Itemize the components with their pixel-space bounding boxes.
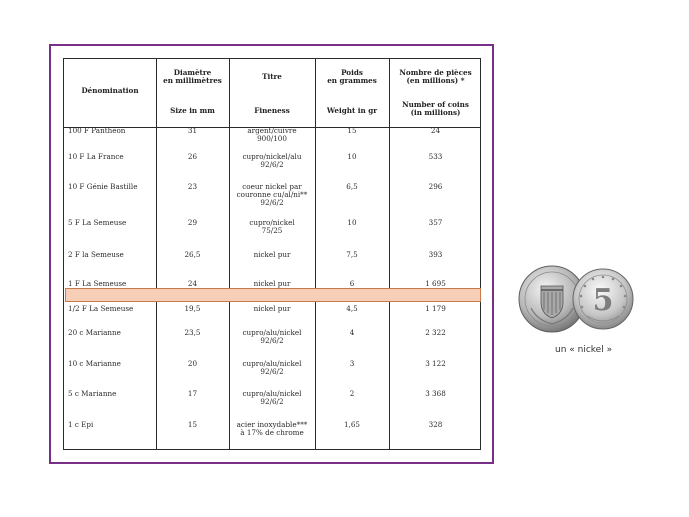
cell-name: 1 c Epi — [68, 420, 94, 429]
cell-fineness: cupro/alu/nickel 92/6/2 — [242, 328, 302, 345]
header-weight: Poids en grammes — [327, 68, 377, 85]
cell-fineness: nickel pur — [253, 304, 291, 313]
cell-size: 20 — [187, 359, 198, 368]
cell-weight: 1,65 — [343, 420, 360, 429]
cell-fineness: cupro/nickel 75/25 — [249, 218, 295, 235]
svg-text:5: 5 — [592, 283, 614, 318]
cell-size: 17 — [187, 389, 198, 398]
cell-weight: 10 — [347, 218, 357, 227]
coin-table — [63, 58, 481, 450]
cell-fineness: cupro/alu/nickel 92/6/2 — [242, 359, 302, 376]
cell-weight: 7,5 — [346, 250, 358, 259]
cell-size: 26,5 — [184, 250, 201, 259]
cell-size: 29 — [187, 218, 198, 227]
cell-count: 296 — [428, 182, 443, 191]
header-title-en: Fineness — [254, 106, 290, 115]
header-title: Titre — [262, 72, 282, 81]
cell-fineness: coeur nickel par couronne cu/al/ni** 92/6/2 — [236, 182, 308, 207]
cell-fineness: nickel pur — [253, 250, 291, 259]
coin-reverse — [573, 269, 633, 329]
cell-fineness: nickel pur — [253, 279, 291, 288]
cell-count: 24 — [430, 126, 441, 135]
cell-count: 533 — [428, 152, 443, 161]
cell-count: 1 179 — [425, 304, 446, 313]
cell-size: 26 — [187, 152, 198, 161]
cell-name: 5 c Marianne — [68, 389, 117, 398]
cell-weight: 10 — [347, 152, 357, 161]
header-count-en: Number of coins (in millions) — [402, 100, 469, 117]
nickel-coins-photo — [517, 262, 635, 336]
cell-size: 24 — [187, 279, 198, 288]
cell-name: 20 c Marianne — [68, 328, 121, 337]
cell-name: 1 F La Semeuse — [68, 279, 127, 288]
cell-size: 31 — [187, 126, 198, 135]
cell-weight: 6,5 — [346, 182, 358, 191]
cell-name: 10 c Marianne — [68, 359, 121, 368]
cell-fineness: argent/cuivre 900/100 — [247, 126, 297, 143]
header-count: Nombre de pièces (en millions) * — [399, 68, 472, 85]
cell-count: 1 695 — [425, 279, 446, 288]
cell-weight: 4,5 — [346, 304, 358, 313]
cell-count: 357 — [428, 218, 443, 227]
header-diameter: Diamètre en millimètres — [163, 68, 222, 85]
cell-weight: 3 — [349, 359, 355, 368]
cell-weight: 15 — [347, 126, 357, 135]
cell-count: 3 368 — [425, 389, 446, 398]
cell-size: 19,5 — [184, 304, 201, 313]
header-weight-en: Weight in gr — [326, 106, 378, 115]
cell-weight: 6 — [349, 279, 355, 288]
cell-size: 23,5 — [184, 328, 201, 337]
header-diameter-en: Size in mm — [170, 106, 215, 115]
header-denomination: Dénomination — [81, 86, 139, 95]
cell-count: 3 122 — [425, 359, 446, 368]
cell-fineness: cupro/alu/nickel 92/6/2 — [242, 389, 302, 406]
coin-caption: un « nickel » — [555, 345, 613, 355]
cell-name: 1/2 F La Semeuse — [68, 304, 134, 313]
cell-size: 23 — [187, 182, 198, 191]
cell-name: 100 F Panthéon — [68, 126, 126, 135]
cell-count: 393 — [428, 250, 443, 259]
cell-count: 2 322 — [425, 328, 446, 337]
cell-fineness: cupro/nickel/alu 92/6/2 — [242, 152, 302, 169]
cell-name: 10 F La France — [68, 152, 124, 161]
cell-count: 328 — [428, 420, 443, 429]
cell-name: 10 F Génie Bastille — [68, 182, 138, 191]
cell-weight: 2 — [349, 389, 355, 398]
cell-size: 15 — [187, 420, 198, 429]
highlighted-row-band — [65, 288, 481, 302]
document-frame — [49, 44, 494, 464]
cell-weight: 4 — [349, 328, 355, 337]
cell-name: 2 F la Semeuse — [68, 250, 124, 259]
cell-fineness: acier inoxydable*** à 17% de chrome — [236, 420, 308, 437]
cell-name: 5 F La Semeuse — [68, 218, 127, 227]
